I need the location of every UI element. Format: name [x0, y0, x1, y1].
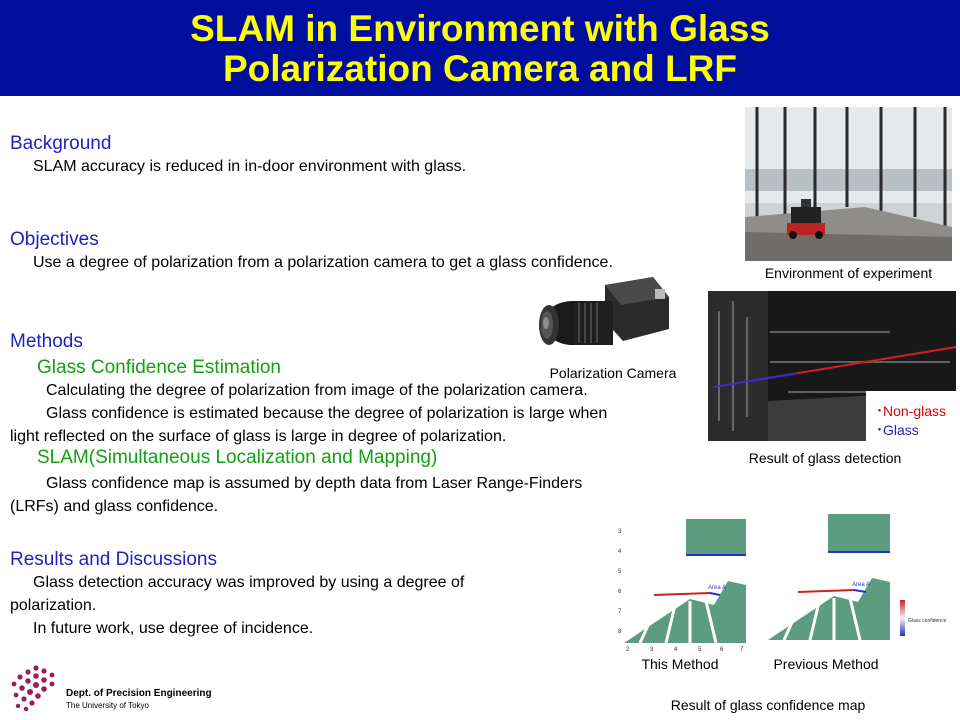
map-this-caption: This Method — [641, 656, 719, 672]
legend-nonglass-label: Non-glass — [883, 403, 947, 419]
objectives-text: Use a degree of polarization from a polarization camera to get a glass confidence. — [33, 254, 613, 271]
map-this-ytick-6: 6 — [618, 589, 622, 595]
method-slam-line-1: Glass confidence map is assumed by depth data from Laser Range-Finders — [46, 475, 583, 492]
map-this-ytick-3: 3 — [618, 529, 622, 535]
title-line-1: SLAM in Environment with Glass — [190, 8, 770, 49]
colorbar — [900, 600, 905, 636]
method-glass-line-3: light reflected on the surface of glass is large in degree of polarization. — [10, 428, 507, 445]
map-caption: Result of glass confidence map — [670, 697, 866, 713]
logo-university-name: The University of Tokyo — [66, 701, 149, 710]
environment-caption: Environment of experiment — [764, 265, 933, 281]
map-this-xtick-7: 7 — [740, 647, 744, 653]
map-this-xtick-2: 2 — [626, 647, 630, 653]
title-banner — [0, 0, 960, 96]
map-previous-caption: Previous Method — [773, 656, 879, 672]
environment-photo — [745, 107, 952, 261]
map-previous-area-label: Area A — [852, 582, 871, 588]
legend-glass-marker: ･ — [876, 422, 883, 438]
method-glass-line-1: Calculating the degree of polarization from image of the polarization camera. — [46, 382, 588, 399]
logo-dept-name: Dept. of Precision Engineering — [66, 688, 212, 699]
map-this-ytick-5: 5 — [618, 569, 622, 575]
map-this-xtick-6: 6 — [720, 647, 724, 653]
map-this-method — [610, 515, 750, 655]
polarization-camera-photo — [535, 275, 675, 357]
map-this-ytick-8: 8 — [618, 629, 622, 635]
legend-nonglass — [876, 401, 946, 421]
background-heading: Background — [10, 133, 112, 154]
methods-heading: Methods — [10, 331, 83, 352]
polarization-camera-caption: Polarization Camera — [549, 365, 677, 381]
method-slam-heading: SLAM(Simultaneous Localization and Mapping) — [37, 447, 438, 468]
map-this-area-label: Area A — [708, 585, 727, 591]
results-line-2: polarization. — [10, 597, 97, 614]
legend-nonglass-marker: ･ — [876, 403, 883, 419]
results-heading: Results and Discussions — [10, 549, 217, 570]
map-this-ytick-4: 4 — [618, 549, 622, 555]
legend-glass — [876, 420, 919, 440]
colorbar-label: Glass confidence — [908, 618, 947, 624]
map-this-xtick-4: 4 — [674, 647, 678, 653]
map-this-xtick-5: 5 — [698, 647, 702, 653]
results-line-3: In future work, use degree of incidence. — [33, 620, 314, 637]
title-line-2: Polarization Camera and LRF — [223, 48, 737, 89]
background-text: SLAM accuracy is reduced in in-door environment with glass. — [33, 158, 467, 175]
method-slam-line-2: (LRFs) and glass confidence. — [10, 498, 219, 515]
map-previous-method — [762, 510, 948, 655]
method-glass-confidence-heading: Glass Confidence Estimation — [37, 357, 281, 378]
map-this-xtick-3: 3 — [650, 647, 654, 653]
university-logo-icon — [6, 662, 62, 712]
legend-glass-label: Glass — [883, 422, 919, 438]
map-this-ytick-7: 7 — [618, 609, 622, 615]
detection-caption: Result of glass detection — [748, 450, 902, 466]
method-glass-line-2: Glass confidence is estimated because the degree of polarization is large when — [46, 405, 608, 422]
results-line-1: Glass detection accuracy was improved by using a degree of — [33, 574, 465, 591]
objectives-heading: Objectives — [10, 229, 99, 250]
